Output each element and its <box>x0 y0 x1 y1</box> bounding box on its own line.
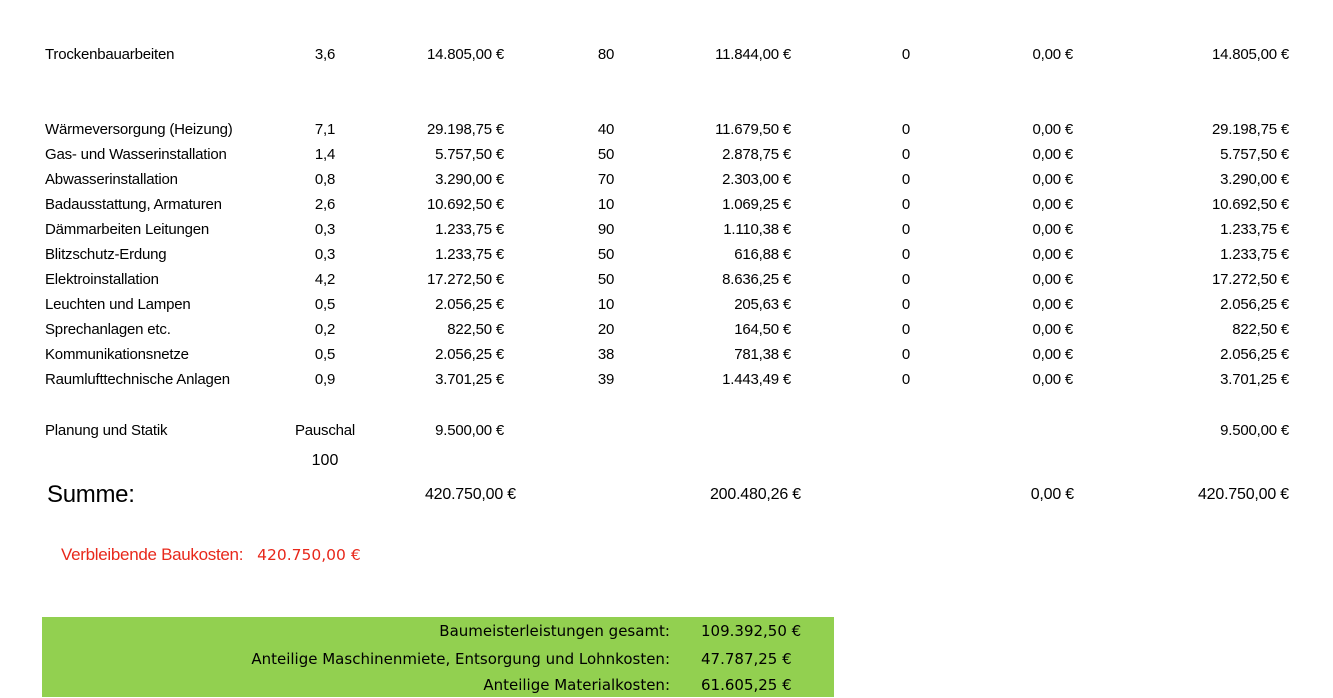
trade-name: Elektroinstallation <box>45 271 159 288</box>
trade-name: Raumlufttechnische Anlagen <box>45 371 230 388</box>
completed-value: 0,00 € <box>1032 296 1073 313</box>
remaining-total: 2.056,25 € <box>1220 346 1289 363</box>
completed-value: 0,00 € <box>1032 346 1073 363</box>
cost-share-percent: 4,2 <box>314 271 336 288</box>
cost-share-percent: 0,2 <box>314 321 336 338</box>
cost-share-percent: 1,4 <box>314 146 336 163</box>
trade-name: Abwasserinstallation <box>45 171 178 188</box>
cost-share-percent: 0,3 <box>314 246 336 263</box>
completed-percent: 0 <box>901 371 911 388</box>
trade-name: Gas- und Wasserinstallation <box>45 146 227 163</box>
self-performance-value: 781,38 € <box>734 346 791 363</box>
self-performance-percent: 20 <box>597 321 615 338</box>
remaining-total: 822,50 € <box>1232 321 1289 338</box>
self-performance-percent: 90 <box>597 221 615 238</box>
sum-row <box>0 479 1333 511</box>
summary-row <box>42 619 834 644</box>
completed-value: 0,00 € <box>1032 196 1073 213</box>
trade-name: Badausstattung, Armaturen <box>45 196 222 213</box>
completed-percent: 0 <box>901 196 911 213</box>
sum-completed: 0,00 € <box>1030 486 1074 503</box>
self-performance-percent: 70 <box>597 171 615 188</box>
trade-name: Dämmarbeiten Leitungen <box>45 221 210 238</box>
completed-value: 0,00 € <box>1032 121 1073 138</box>
table-row <box>0 342 1333 367</box>
remaining-total: 5.757,50 € <box>1220 146 1289 163</box>
trade-cost: 9.500,00 € <box>435 422 504 439</box>
cost-share-percent: 2,6 <box>314 196 336 213</box>
table-row <box>0 117 1333 142</box>
trade-cost: 10.692,50 € <box>426 196 504 213</box>
trade-name: Wärmeversorgung (Heizung) <box>45 121 233 138</box>
remaining-total: 1.233,75 € <box>1220 221 1289 238</box>
remaining-total: 14.805,00 € <box>1211 46 1289 63</box>
summary-label: Anteilige Maschinenmiete, Entsorgung und Lohnkosten: <box>251 650 670 668</box>
remaining-costs-label: Verbleibende Baukosten: <box>61 545 244 564</box>
trade-cost: 2.056,25 € <box>435 296 504 313</box>
summary-row <box>42 673 834 698</box>
table-row <box>0 217 1333 242</box>
remaining-total: 3.701,25 € <box>1220 371 1289 388</box>
table-row <box>0 167 1333 192</box>
remaining-total: 10.692,50 € <box>1211 196 1289 213</box>
sum-cost: 420.750,00 € <box>424 486 516 503</box>
remaining-total: 3.290,00 € <box>1220 171 1289 188</box>
trade-cost: 17.272,50 € <box>426 271 504 288</box>
completed-value: 0,00 € <box>1032 171 1073 188</box>
trade-cost: 1.233,75 € <box>435 221 504 238</box>
self-performance-percent: 38 <box>597 346 615 363</box>
summary-label: Baumeisterleistungen gesamt: <box>439 622 670 640</box>
summary-value: 47.787,25 € <box>701 650 792 668</box>
summary-row <box>42 647 834 672</box>
remaining-total: 2.056,25 € <box>1220 296 1289 313</box>
self-performance-percent: 50 <box>597 146 615 163</box>
self-performance-value: 1.110,38 € <box>723 221 791 238</box>
self-performance-value: 205,63 € <box>734 296 791 313</box>
completed-value: 0,00 € <box>1032 46 1073 63</box>
completed-percent: 0 <box>901 146 911 163</box>
completed-percent: 0 <box>901 171 911 188</box>
table-row <box>0 142 1333 167</box>
table-row <box>0 242 1333 267</box>
self-performance-value: 1.069,25 € <box>722 196 791 213</box>
table-row <box>0 42 1333 67</box>
summary-value: 109.392,50 € <box>701 622 802 640</box>
trade-cost: 2.056,25 € <box>435 346 504 363</box>
cost-share-percent: Pauschal <box>294 422 356 439</box>
percent-total: 100 <box>311 452 339 469</box>
self-performance-value: 11.844,00 € <box>715 46 791 63</box>
self-performance-value: 1.443,49 € <box>722 371 791 388</box>
trade-cost: 29.198,75 € <box>426 121 504 138</box>
cost-share-percent: 0,8 <box>314 171 336 188</box>
trade-name: Sprechanlagen etc. <box>45 321 171 338</box>
trade-name: Kommunikationsnetze <box>45 346 189 363</box>
completed-value: 0,00 € <box>1032 371 1073 388</box>
cost-share-percent: 0,9 <box>314 371 336 388</box>
cost-share-percent: 0,5 <box>314 296 336 313</box>
trade-cost: 822,50 € <box>447 321 504 338</box>
remaining-total: 1.233,75 € <box>1220 246 1289 263</box>
completed-value: 0,00 € <box>1032 221 1073 238</box>
completed-percent: 0 <box>901 296 911 313</box>
remaining-total: 29.198,75 € <box>1211 121 1289 138</box>
table-row <box>0 267 1333 292</box>
table-row <box>0 292 1333 317</box>
remaining-costs <box>61 542 361 568</box>
trade-name: Planung und Statik <box>45 422 168 439</box>
completed-percent: 0 <box>901 121 911 138</box>
self-performance-value: 8.636,25 € <box>722 271 791 288</box>
summary-value: 61.605,25 € <box>701 676 792 694</box>
table-row <box>0 418 1333 443</box>
self-performance-percent: 10 <box>597 196 615 213</box>
cost-share-percent: 3,6 <box>314 46 336 63</box>
remaining-costs-amount: 420.750,00 € <box>257 546 361 564</box>
trade-cost: 3.701,25 € <box>435 371 504 388</box>
self-performance-value: 616,88 € <box>734 246 791 263</box>
table-row <box>0 367 1333 392</box>
sum-label: Summe: <box>47 481 135 508</box>
self-performance-value: 2.303,00 € <box>722 171 791 188</box>
sum-self-performance: 200.480,26 € <box>709 486 801 503</box>
self-performance-value: 2.878,75 € <box>722 146 791 163</box>
completed-value: 0,00 € <box>1032 146 1073 163</box>
self-performance-percent: 50 <box>597 246 615 263</box>
trade-cost: 5.757,50 € <box>435 146 504 163</box>
self-performance-percent: 80 <box>597 46 615 63</box>
cost-share-percent: 0,5 <box>314 346 336 363</box>
completed-value: 0,00 € <box>1032 271 1073 288</box>
cost-share-percent: 0,3 <box>314 221 336 238</box>
trade-cost: 14.805,00 € <box>426 46 504 63</box>
summary-label: Anteilige Materialkosten: <box>483 676 670 694</box>
cost-share-percent: 7,1 <box>314 121 336 138</box>
trade-cost: 3.290,00 € <box>435 171 504 188</box>
self-performance-percent: 39 <box>597 371 615 388</box>
completed-percent: 0 <box>901 221 911 238</box>
remaining-total: 9.500,00 € <box>1220 422 1289 439</box>
sum-remaining-total: 420.750,00 € <box>1197 486 1289 503</box>
self-performance-percent: 40 <box>597 121 615 138</box>
completed-percent: 0 <box>901 271 911 288</box>
self-performance-value: 164,50 € <box>734 321 791 338</box>
self-performance-percent: 50 <box>597 271 615 288</box>
remaining-total: 17.272,50 € <box>1211 271 1289 288</box>
completed-percent: 0 <box>901 321 911 338</box>
completed-value: 0,00 € <box>1032 321 1073 338</box>
summary-box <box>42 617 834 697</box>
trade-name: Leuchten und Lampen <box>45 296 191 313</box>
trade-cost: 1.233,75 € <box>435 246 504 263</box>
self-performance-percent: 10 <box>597 296 615 313</box>
self-performance-value: 11.679,50 € <box>715 121 791 138</box>
completed-percent: 0 <box>901 246 911 263</box>
completed-percent: 0 <box>901 46 911 63</box>
table-row <box>0 317 1333 342</box>
completed-value: 0,00 € <box>1032 246 1073 263</box>
table-row <box>0 192 1333 217</box>
trade-name: Trockenbauarbeiten <box>45 46 175 63</box>
completed-percent: 0 <box>901 346 911 363</box>
trade-name: Blitzschutz-Erdung <box>45 246 167 263</box>
